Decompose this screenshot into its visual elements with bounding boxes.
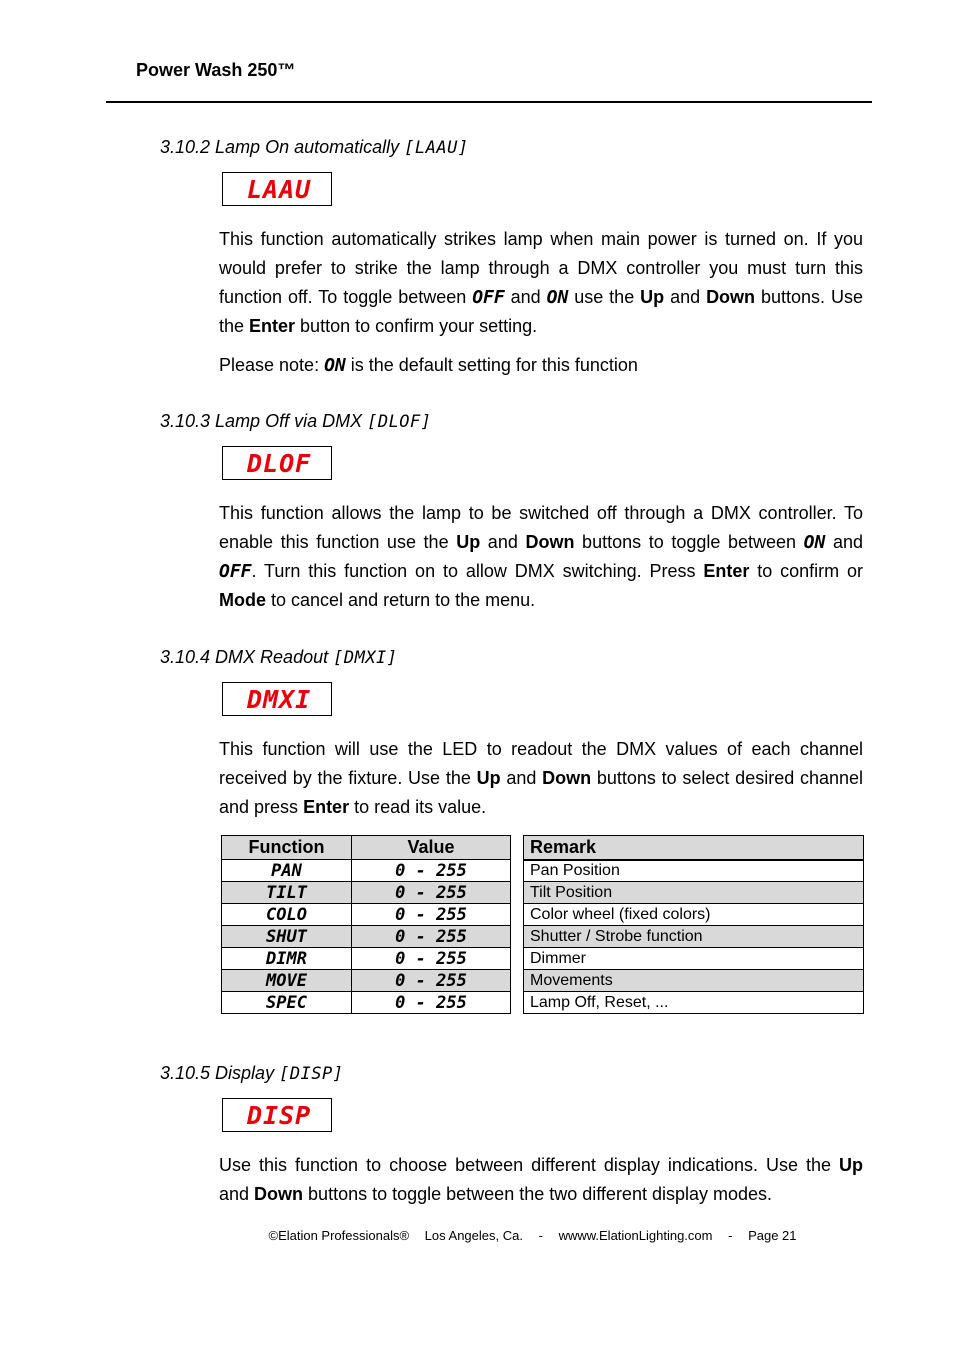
- text-run: Use this function to choose between different display indications. Use the: [219, 1155, 839, 1175]
- segment-text-off: OFF: [219, 561, 252, 582]
- text-run: This function will use the LED to readout the DMX values of each channel received by the fixture. Use the: [219, 739, 863, 788]
- footer-separator: -: [728, 1228, 733, 1243]
- table-row: [524, 904, 864, 926]
- table-row: [222, 904, 511, 926]
- section-heading-display: [160, 1063, 344, 1084]
- text-run: buttons to select desired channel and press: [219, 768, 864, 817]
- function-cell: PAN: [222, 860, 352, 882]
- lcd-display-disp: [222, 1098, 332, 1132]
- bold-mode: Mode: [219, 590, 266, 610]
- value-cell: 0 - 255: [352, 860, 511, 882]
- remark-table: [523, 835, 864, 1014]
- function-cell: COLO: [222, 904, 352, 926]
- remark-cell: Color wheel (fixed colors): [524, 904, 864, 926]
- text-run: and: [825, 532, 863, 552]
- heading-text: 3.10.4 DMX Readout: [160, 647, 334, 667]
- lcd-text: DMXI: [247, 685, 312, 714]
- bold-up: Up: [456, 532, 481, 552]
- heading-text: 3.10.5 Display: [160, 1063, 280, 1083]
- bold-down: Down: [525, 532, 575, 552]
- remark-cell: Movements: [524, 970, 864, 992]
- text-run: and: [480, 532, 526, 552]
- function-cell: MOVE: [222, 970, 352, 992]
- value-cell: 0 - 255: [352, 948, 511, 970]
- text-run: buttons. Use the: [219, 287, 863, 336]
- bold-enter: Enter: [303, 797, 350, 817]
- lcd-display-dlof: [222, 446, 332, 480]
- bold-down: Down: [254, 1184, 304, 1204]
- footer-website: wwww.ElationLighting.com: [558, 1228, 713, 1243]
- remark-cell: Pan Position: [524, 860, 864, 882]
- heading-code: [DMXI]: [333, 648, 398, 668]
- text-run: and: [664, 287, 707, 307]
- heading-text: 3.10.3 Lamp Off via DMX: [160, 411, 368, 431]
- lcd-text: LAAU: [247, 175, 312, 204]
- table-row: [524, 882, 864, 904]
- text-run: to confirm or: [749, 561, 864, 581]
- value-cell: 0 - 255: [352, 882, 511, 904]
- lcd-display-laau: [222, 172, 332, 206]
- text-run: This function automatically strikes lamp when main power is turned on. If you would prefer to strike the lamp through a DMX controller you must turn this function off. To toggle between: [219, 229, 863, 307]
- bold-enter: Enter: [703, 561, 750, 581]
- function-cell: SHUT: [222, 926, 352, 948]
- bold-down: Down: [706, 287, 756, 307]
- table-row: [524, 926, 864, 948]
- text-run: buttons to toggle between the two different display modes.: [303, 1184, 773, 1204]
- text-run: Please note:: [219, 355, 325, 375]
- segment-text-on: ON: [324, 355, 346, 376]
- table-header-row: [222, 836, 511, 860]
- function-cell: SPEC: [222, 992, 352, 1014]
- value-cell: 0 - 255: [352, 970, 511, 992]
- bold-up: Up: [476, 768, 501, 788]
- section-heading-lamp-off-dmx: [160, 411, 432, 432]
- table-header-row: [524, 836, 864, 860]
- lcd-text: DLOF: [247, 449, 312, 478]
- text-run: button to confirm your setting.: [295, 316, 538, 336]
- paragraph-dmx-readout: [219, 735, 863, 822]
- paragraph-lamp-on: [219, 225, 863, 341]
- text-run: use the: [568, 287, 641, 307]
- remark-cell: Tilt Position: [524, 882, 864, 904]
- bold-up: Up: [839, 1155, 863, 1175]
- remark-cell: Lamp Off, Reset, ...: [524, 992, 864, 1014]
- text-run: to cancel and return to the menu.: [266, 590, 536, 610]
- section-heading-lamp-on: [160, 137, 469, 158]
- text-run: . Turn this function on to allow DMX switching. Press: [251, 561, 704, 581]
- function-cell: TILT: [222, 882, 352, 904]
- table-row: [524, 992, 864, 1014]
- function-cell: DIMR: [222, 948, 352, 970]
- remark-cell: Shutter / Strobe function: [524, 926, 864, 948]
- section-heading-dmx-readout: [160, 647, 398, 668]
- segment-text-off: OFF: [472, 287, 505, 308]
- text-run: and: [504, 287, 547, 307]
- heading-code: [DLOF]: [367, 412, 432, 432]
- header-divider: [106, 101, 872, 103]
- heading-code: [DISP]: [279, 1064, 344, 1084]
- remark-cell: Dimmer: [524, 948, 864, 970]
- table-row: [524, 948, 864, 970]
- table-row: [222, 860, 511, 882]
- footer-city: Los Angeles, Ca.: [424, 1228, 523, 1243]
- heading-code: [LAAU]: [404, 138, 469, 158]
- segment-text-on: ON: [803, 532, 826, 553]
- bold-enter: Enter: [249, 316, 296, 336]
- column-header-function: Function: [222, 836, 352, 860]
- paragraph-default-note: [219, 351, 863, 380]
- text-run: buttons to toggle between: [574, 532, 804, 552]
- footer-separator: -: [538, 1228, 543, 1243]
- footer-page-number: Page 21: [748, 1228, 797, 1243]
- text-run: and: [500, 768, 543, 788]
- column-header-remark: Remark: [524, 836, 864, 860]
- heading-text: 3.10.2 Lamp On automatically: [160, 137, 405, 157]
- table-row: [222, 948, 511, 970]
- lcd-display-dmxi: [222, 682, 332, 716]
- paragraph-display: [219, 1151, 863, 1209]
- table-row: [222, 970, 511, 992]
- column-header-value: Value: [352, 836, 511, 860]
- value-cell: 0 - 255: [352, 992, 511, 1014]
- dmx-function-table: [221, 835, 511, 1014]
- value-cell: 0 - 255: [352, 926, 511, 948]
- bold-down: Down: [542, 768, 592, 788]
- segment-text-on: ON: [546, 287, 569, 308]
- table-row: [222, 992, 511, 1014]
- lcd-text: DISP: [247, 1101, 312, 1130]
- bold-up: Up: [640, 287, 665, 307]
- text-run: is the default setting for this function: [345, 355, 638, 375]
- text-run: This function allows the lamp to be switched off through a DMX controller. To enable this function use the: [219, 503, 863, 552]
- value-cell: 0 - 255: [352, 904, 511, 926]
- page-footer: [0, 1228, 954, 1243]
- table-row: [524, 860, 864, 882]
- text-run: to read its value.: [349, 797, 487, 817]
- table-row: [222, 926, 511, 948]
- table-row: [524, 970, 864, 992]
- paragraph-lamp-off-dmx: [219, 499, 863, 615]
- footer-company: ©Elation Professionals®: [268, 1228, 410, 1243]
- table-row: [222, 882, 511, 904]
- text-run: and: [219, 1184, 255, 1204]
- document-header-title: Power Wash 250™: [136, 60, 296, 80]
